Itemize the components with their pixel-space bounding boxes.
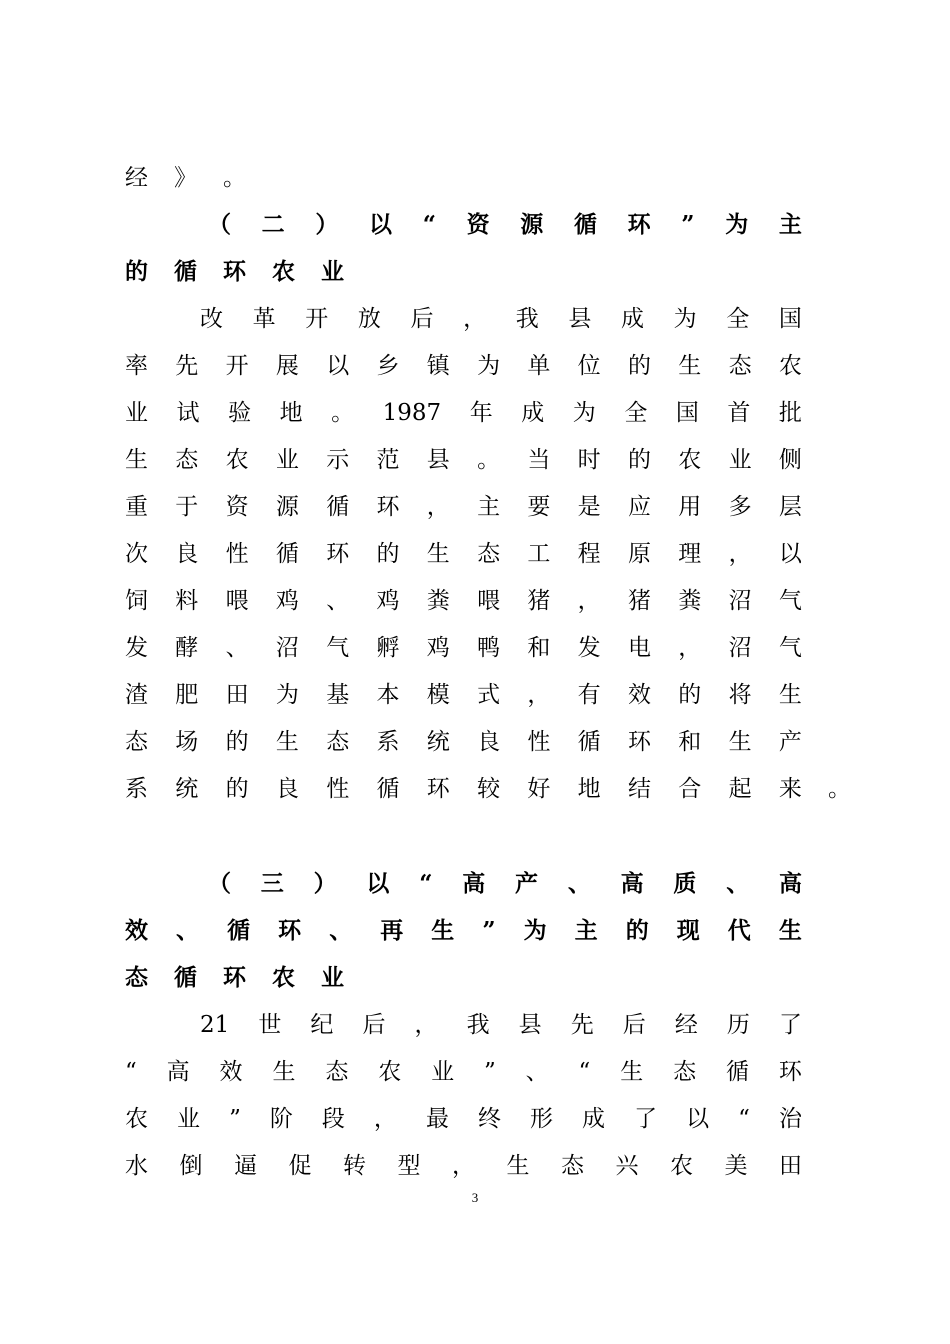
text-glyph: 。	[477, 447, 501, 473]
text-glyph: 环	[627, 729, 651, 755]
text-glyph: 农	[678, 447, 702, 473]
text-glyph: 起	[728, 776, 752, 802]
text-glyph: 源	[275, 494, 299, 520]
text-glyph: ，	[678, 635, 702, 661]
text-glyph: ”	[681, 211, 695, 238]
text-glyph: 农	[670, 1153, 693, 1179]
text-glyph: 农	[778, 353, 802, 379]
text-glyph: 环	[223, 964, 246, 991]
text-glyph: 、	[225, 635, 249, 661]
text-glyph: 再	[380, 917, 404, 944]
text-glyph: “	[738, 1106, 750, 1132]
text-glyph: 段	[321, 1106, 345, 1132]
text-glyph: 猪	[527, 588, 551, 614]
text-glyph: 循	[376, 776, 400, 802]
text-glyph: 气	[778, 588, 802, 614]
section-heading-2-line-1	[208, 205, 802, 245]
text-glyph: 质	[673, 870, 697, 897]
text-glyph: 范	[376, 447, 400, 473]
text-glyph: 位	[577, 353, 601, 379]
text-glyph: 和	[527, 635, 551, 661]
text-glyph: 乡	[376, 353, 400, 379]
text-glyph: 了	[778, 1012, 802, 1038]
text-glyph: 。	[223, 165, 246, 191]
text-glyph: 以	[778, 541, 802, 567]
text-glyph: ”	[482, 917, 496, 944]
text-glyph: 的	[627, 353, 651, 379]
text-glyph: 水	[125, 1153, 148, 1179]
text-glyph: 为	[725, 211, 749, 238]
text-glyph: 展	[275, 353, 299, 379]
text-glyph: 年	[469, 400, 493, 426]
text-glyph: 循	[577, 729, 601, 755]
text-glyph: 世	[258, 1012, 282, 1038]
text-glyph: 单	[527, 353, 551, 379]
text-glyph: 业	[177, 1106, 201, 1132]
text-glyph: 促	[288, 1153, 312, 1179]
text-glyph: 业	[431, 1059, 455, 1085]
text-glyph: ，	[452, 1153, 475, 1179]
text-glyph: 、	[329, 917, 353, 944]
text-glyph: 放	[357, 306, 381, 332]
text-glyph: 统	[175, 776, 199, 802]
text-glyph: ，	[373, 1106, 397, 1132]
text-glyph: 环	[326, 541, 350, 567]
text-glyph: 、	[326, 588, 350, 614]
text-glyph: 的	[625, 917, 649, 944]
text-glyph: 国	[778, 306, 802, 332]
text-glyph: 终	[477, 1106, 501, 1132]
text-glyph: 效	[125, 917, 148, 944]
text-glyph: 环	[627, 211, 651, 238]
text-glyph: 农	[272, 258, 295, 285]
text-glyph: 了	[634, 1106, 658, 1132]
text-glyph: “	[578, 1059, 591, 1085]
text-glyph: 侧	[778, 447, 802, 473]
text-glyph: 镇	[426, 353, 450, 379]
text-glyph: 态	[175, 447, 199, 473]
text-glyph: 用	[678, 494, 702, 520]
text-glyph: 重	[125, 494, 148, 520]
text-glyph: 的	[376, 541, 400, 567]
text-glyph: 业	[321, 964, 344, 991]
text-glyph: 逼	[234, 1153, 257, 1179]
text-glyph: 高	[620, 870, 644, 897]
text-glyph: 田	[225, 682, 249, 708]
section-heading-3-line-1	[208, 864, 802, 904]
text-glyph: 形	[530, 1106, 554, 1132]
text-glyph: 生	[431, 917, 455, 944]
text-glyph: 鸭	[477, 635, 501, 661]
text-glyph: 料	[175, 588, 199, 614]
text-glyph: 气	[778, 635, 802, 661]
text-glyph: 来	[778, 776, 802, 802]
text-glyph: 环	[376, 494, 400, 520]
text-glyph: 源	[520, 211, 544, 238]
text-glyph: 统	[426, 729, 450, 755]
text-glyph: 田	[779, 1153, 802, 1179]
text-glyph: 态	[673, 1059, 697, 1085]
text-glyph: 性	[527, 729, 551, 755]
text-glyph: 好	[527, 776, 551, 802]
text-glyph: ，	[527, 682, 551, 708]
paragraph-line	[125, 534, 802, 574]
paragraph-line	[125, 1052, 802, 1092]
text-glyph: 生	[125, 447, 148, 473]
text-glyph: 为	[572, 400, 596, 426]
text-glyph: 式	[477, 682, 501, 708]
text-glyph: 1987	[382, 400, 442, 426]
text-glyph: 良	[275, 776, 299, 802]
text-glyph: 以	[326, 353, 350, 379]
text-glyph: 以	[369, 211, 393, 238]
text-glyph: 于	[175, 494, 199, 520]
text-glyph: 业	[321, 258, 344, 285]
text-glyph: 转	[343, 1153, 366, 1179]
text-glyph: 高	[462, 870, 486, 897]
text-glyph: （	[208, 211, 231, 238]
text-glyph: 示	[326, 447, 350, 473]
text-glyph: 基	[326, 682, 350, 708]
text-glyph: 经	[674, 1012, 698, 1038]
text-glyph: 沼	[728, 588, 752, 614]
text-glyph: 次	[125, 541, 148, 567]
text-glyph: 验	[228, 400, 252, 426]
paragraph-line	[125, 1146, 802, 1186]
text-glyph: 后	[622, 1012, 646, 1038]
text-glyph: 全	[624, 400, 648, 426]
text-glyph: 农	[272, 964, 295, 991]
text-glyph: 酵	[175, 635, 199, 661]
text-glyph: 、	[567, 870, 591, 897]
text-glyph: 鸡	[376, 588, 400, 614]
text-glyph: 性	[326, 776, 350, 802]
text-glyph: 场	[175, 729, 199, 755]
text-glyph: 的	[225, 776, 249, 802]
text-glyph: “	[422, 211, 436, 238]
text-glyph: 原	[627, 541, 651, 567]
text-glyph: 生	[275, 729, 299, 755]
text-glyph: 生	[778, 682, 802, 708]
text-glyph: 产	[778, 729, 802, 755]
text-glyph: 发	[125, 635, 148, 661]
section-heading-3-line-2	[125, 911, 802, 951]
text-glyph: 改	[200, 306, 223, 332]
text-glyph: 革	[252, 306, 276, 332]
trailing-period: 。	[828, 776, 851, 802]
text-glyph: 首	[727, 400, 751, 426]
text-glyph: 业	[125, 400, 148, 426]
paragraph-line	[125, 393, 802, 433]
text-glyph: 业	[728, 447, 752, 473]
text-glyph: 的	[678, 682, 702, 708]
text-glyph: 层	[778, 494, 802, 520]
text-glyph: 主	[477, 494, 501, 520]
text-glyph: 循	[573, 211, 597, 238]
text-glyph: 的	[225, 729, 249, 755]
text-glyph: ，	[577, 588, 601, 614]
text-glyph: 发	[577, 635, 601, 661]
text-glyph: 喂	[225, 588, 249, 614]
text-glyph: 渣	[125, 682, 148, 708]
text-line	[125, 158, 802, 198]
text-glyph: 国	[675, 400, 699, 426]
text-glyph: 猪	[627, 588, 651, 614]
text-glyph: 资	[225, 494, 249, 520]
text-glyph: ）	[315, 211, 339, 238]
text-glyph: 环	[778, 1059, 802, 1085]
text-glyph: 和	[678, 729, 702, 755]
text-glyph: 全	[726, 306, 750, 332]
text-glyph: 喂	[477, 588, 501, 614]
paragraph-line	[125, 628, 802, 668]
text-glyph: 先	[570, 1012, 594, 1038]
text-glyph: 开	[305, 306, 329, 332]
text-glyph: 电	[627, 635, 651, 661]
text-glyph: 产	[515, 870, 539, 897]
text-glyph: 县	[518, 1012, 542, 1038]
text-glyph: 以	[366, 870, 390, 897]
text-glyph: 环	[278, 917, 302, 944]
text-glyph: 生	[506, 1153, 530, 1179]
text-glyph: 生	[778, 917, 802, 944]
text-glyph: ，	[728, 541, 752, 567]
text-glyph: 循	[174, 258, 197, 285]
text-glyph: 性	[225, 541, 249, 567]
text-glyph: 兴	[615, 1153, 639, 1179]
text-glyph: 生	[620, 1059, 644, 1085]
text-glyph: 态	[326, 729, 350, 755]
text-glyph: 我	[466, 1012, 490, 1038]
text-glyph: 有	[577, 682, 601, 708]
text-glyph: 经	[125, 165, 148, 191]
text-glyph: 的	[627, 447, 651, 473]
section-heading-2-line-2	[125, 252, 802, 292]
text-glyph: 肥	[175, 682, 199, 708]
text-glyph: 循	[227, 917, 251, 944]
text-glyph: “	[419, 870, 433, 897]
text-glyph: 为	[673, 306, 697, 332]
text-glyph: “	[125, 1059, 137, 1085]
text-glyph: ）	[313, 870, 337, 897]
text-glyph: 后	[410, 306, 434, 332]
text-glyph: 系	[376, 729, 400, 755]
text-glyph: 的	[125, 258, 148, 285]
text-glyph: 结	[627, 776, 651, 802]
text-glyph: 系	[125, 776, 148, 802]
text-glyph: 历	[726, 1012, 750, 1038]
text-glyph: 县	[568, 306, 592, 332]
paragraph-line	[125, 581, 802, 621]
text-glyph: 资	[466, 211, 490, 238]
section-heading-3-line-3	[125, 958, 802, 998]
text-glyph: 要	[527, 494, 551, 520]
text-glyph: 态	[561, 1153, 584, 1179]
text-glyph: 高	[779, 870, 802, 897]
text-glyph: 粪	[426, 588, 450, 614]
page-number: 3	[471, 1190, 479, 1205]
text-glyph: 工	[527, 541, 551, 567]
paragraph-line	[125, 722, 802, 762]
text-glyph: 批	[778, 400, 802, 426]
text-glyph: ，	[426, 494, 450, 520]
text-glyph: 循	[174, 964, 197, 991]
paragraph-line	[125, 346, 802, 386]
text-glyph: 环	[223, 258, 246, 285]
text-glyph: 业	[275, 447, 299, 473]
text-glyph: 为	[477, 353, 501, 379]
text-glyph: 后	[362, 1012, 386, 1038]
text-glyph: 代	[727, 917, 751, 944]
text-glyph: ，	[463, 306, 487, 332]
text-glyph: 为	[523, 917, 547, 944]
text-glyph: 效	[627, 682, 651, 708]
text-glyph: 态	[125, 964, 148, 991]
text-glyph: 成	[621, 306, 644, 332]
text-glyph: 鸡	[275, 588, 299, 614]
text-glyph: 程	[577, 541, 601, 567]
text-glyph: 倒	[179, 1153, 203, 1179]
text-glyph: ，	[414, 1012, 438, 1038]
text-glyph: 》	[174, 165, 197, 191]
text-glyph: 二	[261, 211, 285, 238]
text-glyph: 农	[125, 1106, 148, 1132]
paragraph-line	[125, 487, 802, 527]
text-glyph: 时	[577, 447, 601, 473]
text-glyph: 开	[225, 353, 249, 379]
text-glyph: 生	[728, 729, 752, 755]
text-glyph: 应	[627, 494, 651, 520]
text-glyph: 成	[521, 400, 545, 426]
text-glyph: 现	[676, 917, 700, 944]
paragraph-line	[125, 440, 802, 480]
text-glyph: 县	[426, 447, 450, 473]
text-glyph: 治	[778, 1106, 802, 1132]
text-glyph: 、	[525, 1059, 549, 1085]
text-glyph: 地	[577, 776, 601, 802]
text-glyph: 沼	[275, 635, 299, 661]
text-glyph: 鸡	[426, 635, 450, 661]
text-glyph: 态	[477, 541, 501, 567]
text-glyph: 循	[275, 541, 299, 567]
text-glyph: 阶	[269, 1106, 293, 1132]
text-glyph: 三	[260, 870, 284, 897]
text-glyph: 农	[225, 447, 249, 473]
text-glyph: 态	[728, 353, 752, 379]
text-glyph: ”	[229, 1106, 241, 1132]
text-glyph: 态	[325, 1059, 349, 1085]
text-glyph: 循	[326, 494, 350, 520]
text-glyph: 效	[219, 1059, 243, 1085]
text-glyph: ”	[484, 1059, 496, 1085]
text-glyph: 孵	[376, 635, 400, 661]
paragraph-line	[125, 1099, 802, 1139]
text-glyph: 理	[678, 541, 702, 567]
text-glyph: 生	[272, 1059, 296, 1085]
text-glyph: （	[208, 870, 231, 897]
paragraph-line	[200, 1005, 802, 1045]
text-glyph: 将	[728, 682, 752, 708]
text-glyph: 为	[275, 682, 299, 708]
text-glyph: 较	[477, 776, 501, 802]
text-glyph: 、	[726, 870, 750, 897]
paragraph-line	[125, 769, 802, 809]
text-glyph: 本	[376, 682, 400, 708]
text-glyph: 纪	[310, 1012, 334, 1038]
text-glyph: 气	[326, 635, 350, 661]
text-glyph: 良	[477, 729, 501, 755]
text-glyph: 地	[279, 400, 303, 426]
text-glyph: 是	[577, 494, 601, 520]
paragraph-line	[200, 299, 802, 339]
text-glyph: 生	[678, 353, 702, 379]
text-glyph: 我	[515, 306, 539, 332]
text-glyph: 沼	[728, 635, 752, 661]
text-glyph: 良	[175, 541, 199, 567]
text-glyph: 试	[176, 400, 200, 426]
text-glyph: 合	[678, 776, 702, 802]
text-glyph: 态	[125, 729, 148, 755]
text-glyph: 型	[397, 1153, 421, 1179]
text-glyph: 。	[331, 400, 355, 426]
text-glyph: 、	[176, 917, 200, 944]
text-glyph: 当	[527, 447, 551, 473]
text-glyph: 21	[200, 1012, 230, 1038]
text-glyph: 循	[725, 1059, 749, 1085]
text-glyph: 以	[686, 1106, 710, 1132]
text-glyph: 最	[425, 1106, 449, 1132]
text-glyph: 高	[166, 1059, 190, 1085]
text-glyph: 美	[724, 1153, 748, 1179]
text-glyph: 多	[728, 494, 752, 520]
text-glyph: 粪	[678, 588, 702, 614]
text-glyph: 成	[582, 1106, 606, 1132]
text-glyph: 环	[426, 776, 450, 802]
text-glyph: 农	[378, 1059, 402, 1085]
text-glyph: 主	[574, 917, 598, 944]
text-glyph: 率	[125, 353, 148, 379]
text-glyph: 主	[778, 211, 802, 238]
text-glyph: 生	[426, 541, 450, 567]
text-glyph: 饲	[125, 588, 148, 614]
text-glyph: 模	[426, 682, 450, 708]
text-glyph: 先	[175, 353, 199, 379]
paragraph-line	[125, 675, 802, 715]
